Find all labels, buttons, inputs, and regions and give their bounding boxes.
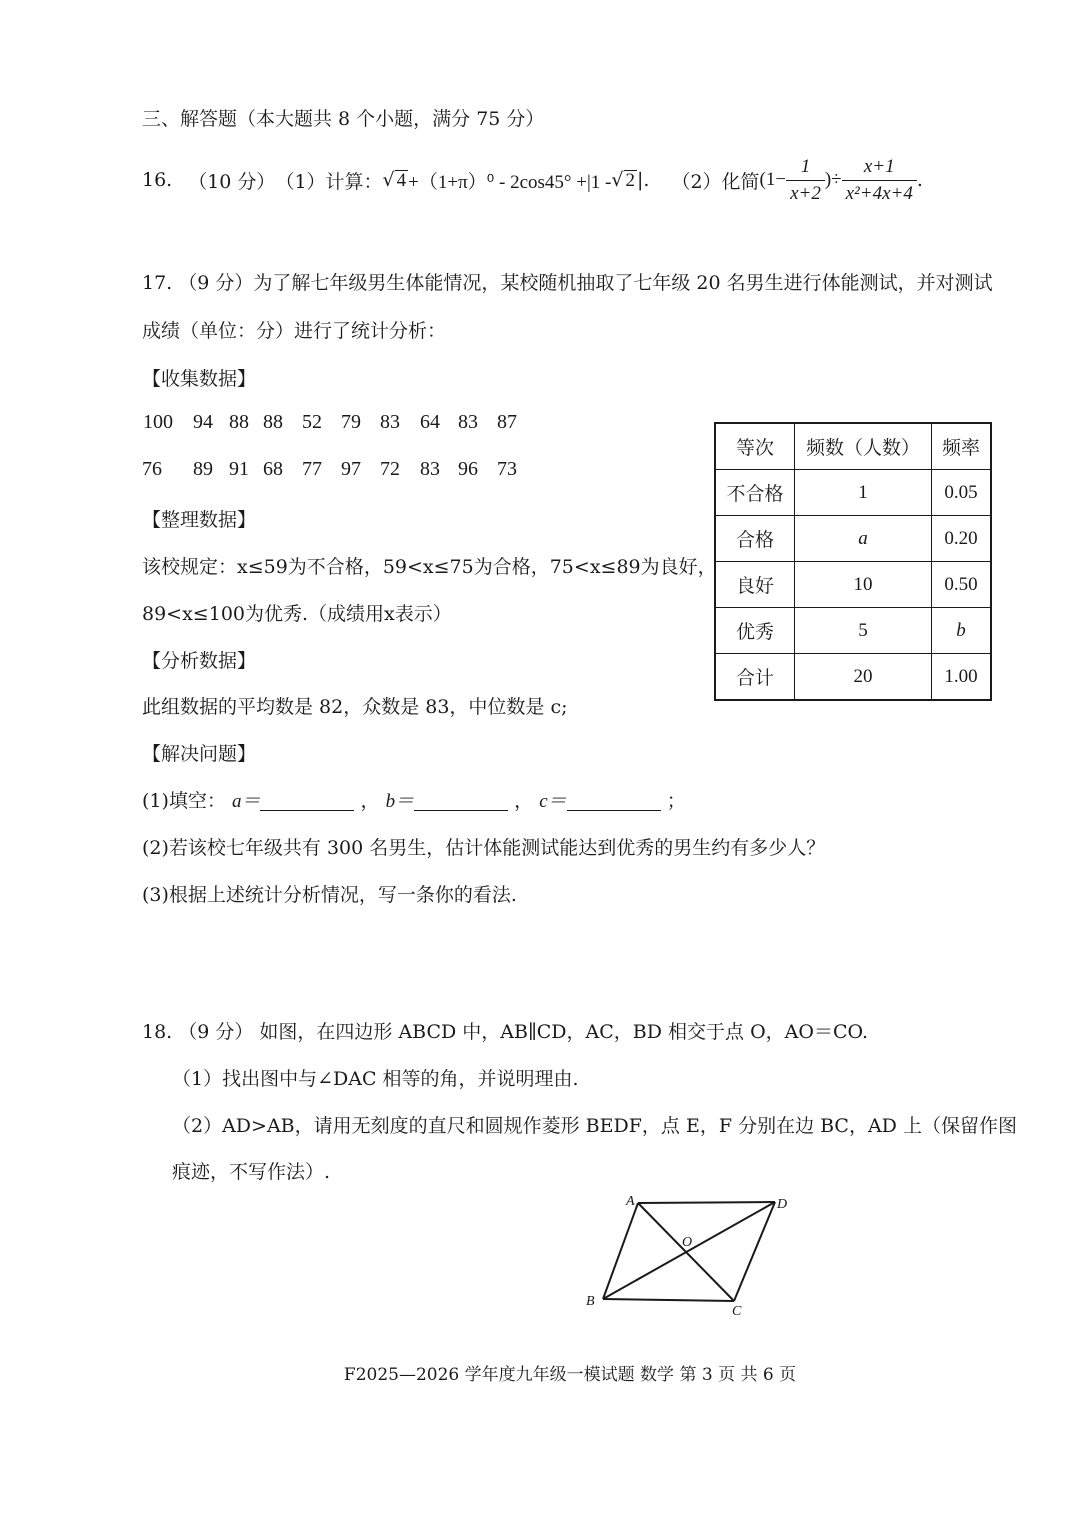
- sqrt-2: √ 2: [611, 169, 635, 191]
- q17-sub3: (3)根据上述统计分析情况，写一条你的看法.: [142, 884, 517, 906]
- q16-paren-close: )÷: [824, 169, 842, 190]
- data-value: 83: [458, 411, 478, 433]
- separator: ；: [666, 790, 686, 812]
- label-b: B: [586, 1294, 595, 1309]
- segment-ad: [638, 1202, 775, 1203]
- q18-part2-line2: 痕迹，不写作法）.: [172, 1161, 331, 1183]
- table-cell: 20: [795, 654, 932, 701]
- table-cell: 优秀: [715, 608, 795, 654]
- table-cell: 10: [795, 562, 932, 608]
- table-row: [715, 470, 991, 516]
- table-header: 频率: [932, 423, 992, 470]
- q18-line1: 18. （9 分） 如图，在四边形 ABCD 中，AB∥CD，AC，BD 相交于点 O，AO＝CO.: [142, 1021, 868, 1043]
- q17-line2: 成绩（单位：分）进行了统计分析：: [142, 320, 447, 342]
- section-heading: 三、解答题（本大题共 8 个小题，满分 75 分）: [142, 108, 545, 130]
- table-cell: 良好: [715, 562, 795, 608]
- analyze-data-header: 【分析数据】: [142, 650, 257, 672]
- a-label: a＝: [231, 791, 261, 812]
- table-cell: 合格: [715, 516, 795, 562]
- table-row: [715, 654, 991, 701]
- table-cell: 合计: [715, 654, 795, 701]
- b-label: b＝: [385, 791, 415, 812]
- segment-dc: [734, 1202, 775, 1301]
- fill-label: (1)填空：: [142, 790, 226, 812]
- c-label: c＝: [539, 791, 567, 812]
- table-cell: 5: [795, 608, 932, 654]
- q18-part1: （1）找出图中与∠DAC 相等的角，并说明理由.: [172, 1068, 579, 1090]
- data-value: 91: [229, 458, 249, 480]
- data-value: 79: [341, 411, 361, 433]
- q16-part1-end: |.: [637, 169, 650, 191]
- segment-bc: [603, 1299, 734, 1301]
- data-value: 52: [302, 411, 322, 433]
- question-16: [142, 150, 923, 210]
- data-value: 97: [341, 458, 361, 480]
- sqrt-4: √ 4: [382, 169, 407, 191]
- data-value: 96: [458, 458, 478, 480]
- solve-problem-header: 【解决问题】: [142, 743, 257, 765]
- collect-data-header: 【收集数据】: [142, 368, 257, 390]
- q17-line1: 17. （9 分）为了解七年级男生体能情况，某校随机抽取了七年级 20 名男生进行体能测试，并对测试: [142, 272, 993, 294]
- data-value: 73: [497, 458, 517, 480]
- data-row-2: [142, 458, 702, 486]
- label-o: O: [682, 1235, 693, 1250]
- segment-ab: [603, 1203, 638, 1299]
- table-cell: 0.50: [932, 562, 992, 608]
- data-value: 88: [229, 411, 249, 433]
- q16-period: .: [916, 169, 923, 191]
- page-footer: F2025—2026 学年度九年级一模试题 数学 第 3 页 共 6 页: [343, 1365, 797, 1385]
- data-value: 76: [142, 458, 162, 480]
- diagonal-bd: [603, 1202, 775, 1299]
- answer-blank-c[interactable]: [567, 790, 661, 811]
- data-value: 83: [420, 458, 440, 480]
- data-value: 64: [420, 411, 440, 433]
- organize-data-header: 【整理数据】: [142, 509, 257, 531]
- table-row: [715, 516, 991, 562]
- rule-line-1: 该校规定：x≤59为不合格，59<x≤75为合格，75<x≤89为良好，: [142, 556, 717, 578]
- q16-part2-label: （2）化简: [671, 170, 760, 193]
- data-value: 88: [263, 411, 283, 433]
- table-header: 频数（人数）: [795, 423, 932, 470]
- data-value: 83: [380, 411, 400, 433]
- table-row: [715, 608, 991, 654]
- data-value: 68: [263, 458, 283, 480]
- table-row: [715, 562, 991, 608]
- table-header-row: [715, 423, 991, 470]
- data-value: 89: [193, 458, 213, 480]
- data-value: 77: [302, 458, 322, 480]
- table-cell: 0.20: [932, 516, 992, 562]
- frequency-table: [714, 422, 992, 701]
- table-cell: a: [795, 516, 932, 562]
- table-header: 等次: [715, 423, 795, 470]
- table-cell: 0.05: [932, 470, 992, 516]
- q16-paren-open: (1−: [759, 169, 787, 190]
- separator: ，: [514, 790, 534, 812]
- q18-part2-line1: （2）AD>AB，请用无刻度的直尺和圆规作菱形 BEDF，点 E，F 分别在边 BC，AD 上（保留作图: [172, 1115, 1017, 1137]
- q16-part1-label: （1）计算：: [275, 170, 383, 193]
- data-value: 100: [143, 411, 173, 433]
- analyze-data-text: 此组数据的平均数是 82，众数是 83，中位数是 c;: [142, 696, 568, 718]
- label-a: A: [626, 1194, 635, 1209]
- q16-points: （10 分）: [188, 170, 276, 193]
- data-value: 94: [193, 411, 213, 433]
- fraction-2: $\frac{x+1}{\text{x²+4x+4}}$: [842, 154, 917, 207]
- rule-line-2: 89<x≤100为优秀.（成绩用x表示）: [142, 603, 452, 625]
- table-cell: 1.00: [932, 654, 992, 701]
- q16-part1-mid: +（1+π）⁰ - 2cos45° +|1 -: [408, 171, 612, 193]
- label-d: D: [777, 1197, 788, 1212]
- quadrilateral-figure: [570, 1185, 800, 1320]
- q17-sub2: (2)若该校七年级共有 300 名男生，估计体能测试能达到优秀的男生约有多少人？: [142, 837, 826, 859]
- data-value: 87: [497, 411, 517, 433]
- q16-number: 16.: [142, 169, 173, 191]
- data-row-1: [142, 411, 702, 439]
- answer-blank-a[interactable]: [260, 790, 354, 811]
- data-value: 72: [380, 458, 400, 480]
- table-cell: 1: [795, 470, 932, 516]
- answer-blank-b[interactable]: [414, 790, 508, 811]
- fill-in-line: [142, 786, 686, 813]
- separator: ，: [360, 790, 380, 812]
- table-cell: 不合格: [715, 470, 795, 516]
- label-c: C: [732, 1304, 742, 1319]
- table-cell: b: [932, 608, 992, 654]
- fraction-1: $\frac{1}{x+2}$: [786, 154, 825, 207]
